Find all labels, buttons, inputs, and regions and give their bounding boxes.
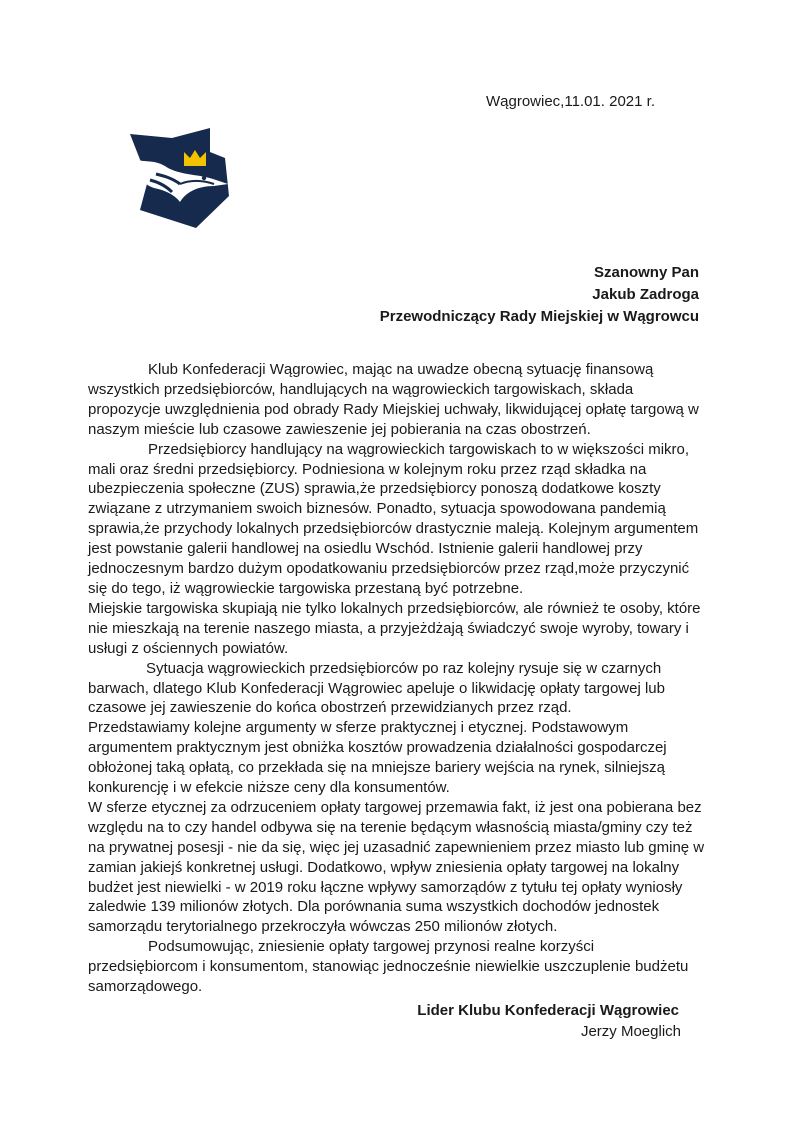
paragraph: Klub Konfederacji Wągrowiec, mając na uwadze obecną sytuację finansową wszystkich przedsiębiorców, handlujących na wągrowieckich targowiskach, składa propozycje uwzględnienia pod obrady Rady Miejskiej uchwały, likwidującej opłatę targową w naszym mieście lub czasowe zawieszenie jej pobierania na czas obostrzeń. [88, 361, 699, 438]
addressee-name: Jakub Zadroga [592, 286, 699, 303]
letter-body [88, 360, 708, 997]
crowned-eagle-logo-icon [128, 128, 240, 228]
addressee-salutation: Szanowny Pan [593, 264, 699, 281]
signature-block [417, 1000, 681, 1040]
paragraph: Miejskie targowiska skupiają nie tylko lokalnych przedsiębiorców, ale również te osoby, które nie mieszkają na terenie naszego miasta, a przyjeżdżają świadczyć swoje wyroby, towary i usługi z ościennych powiatów. [88, 599, 701, 657]
paragraph: W sferze etycznej za odrzuceniem opłaty targowej przemawia fakt, iż jest ona pobierana bez względu na to czy handel odbywa się na terenie będącym własnością miasta/gminy czy też na prywatnej posesji - nie da się, więc jej uzasadnić zapewnieniem przez miasto lub gminę w zamian jakiejś konkretnej usługi. Dodatkowo, wpływ zniesienia opłaty targowej na lokalny budżet jest niewielki - w 2019 roku łączne wpływy samorządów z tytułu tej opłaty wyniosły zaledwie 139 milionów złotych. Dla porównania suma wszystkich dochodów jednostek samorządu terytorialnego przekroczyła wówczas 250 milionów złotych. [88, 798, 705, 936]
place-date: Wągrowiec,11.01. 2021 r. [486, 93, 655, 110]
paragraph: Podsumowując, zniesienie opłaty targowej przynosi realne korzyści przedsiębiorcom i konsumentom, stanowiąc jednocześnie niewielkie uszczuplenie budżetu samorządowego. [88, 938, 689, 996]
paragraph: Przedsiębiorcy handlujący na wągrowieckich targowiskach to w większości mikro, mali oraz średni przedsiębiorcy. Podniesiona w kolejnym roku przez rząd składka na ubezpieczenia społeczne (ZUS) sprawia,że przedsiębiorcy ponoszą dodatkowe koszty związane z utrzymaniem swoich biznesów. Ponadto, sytuacja spowodowana pandemią sprawia,że przychody lokalnych przedsiębiorców drastycznie maleją. Kolejnym argumentem jest powstanie galerii handlowej na osiedlu Wschód. Istnienie galerii handlowej przy jednoczesnym bardzo dużym opodatkowaniu przedsiębiorców przez rząd,może przyczynić się do tego, iż wągrowieckie targowiska przestaną być potrzebne. [88, 440, 699, 597]
addressee-title: Przewodniczący Rady Miejskiej w Wągrowcu [379, 308, 699, 325]
paragraph: Sytuacja wągrowieckich przedsiębiorców po raz kolejny rysuje się w czarnych barwach, dlatego Klub Konfederacji Wągrowiec apeluje o likwidację opłaty targowej lub czasowe jej zawieszenie do końca obostrzeń przewidzianych przez rząd. [88, 659, 665, 717]
signature-name: Jerzy Moeglich [580, 1023, 681, 1040]
paragraph: Przedstawiamy kolejne argumenty w sferze praktycznej i etycznej. Podstawowym argumentem praktycznym jest obniżka kosztów prowadzenia działalności gospodarczej obłożonej taką opłatą, co przekłada się na mniejsze bariery wejścia na rynek, silniejszą konkurencję i w efekcie niższe ceny dla konsumentów. [88, 719, 667, 797]
signature-organization: Lider Klubu Konfederacji Wągrowiec [417, 1002, 679, 1019]
addressee-block [380, 262, 699, 328]
